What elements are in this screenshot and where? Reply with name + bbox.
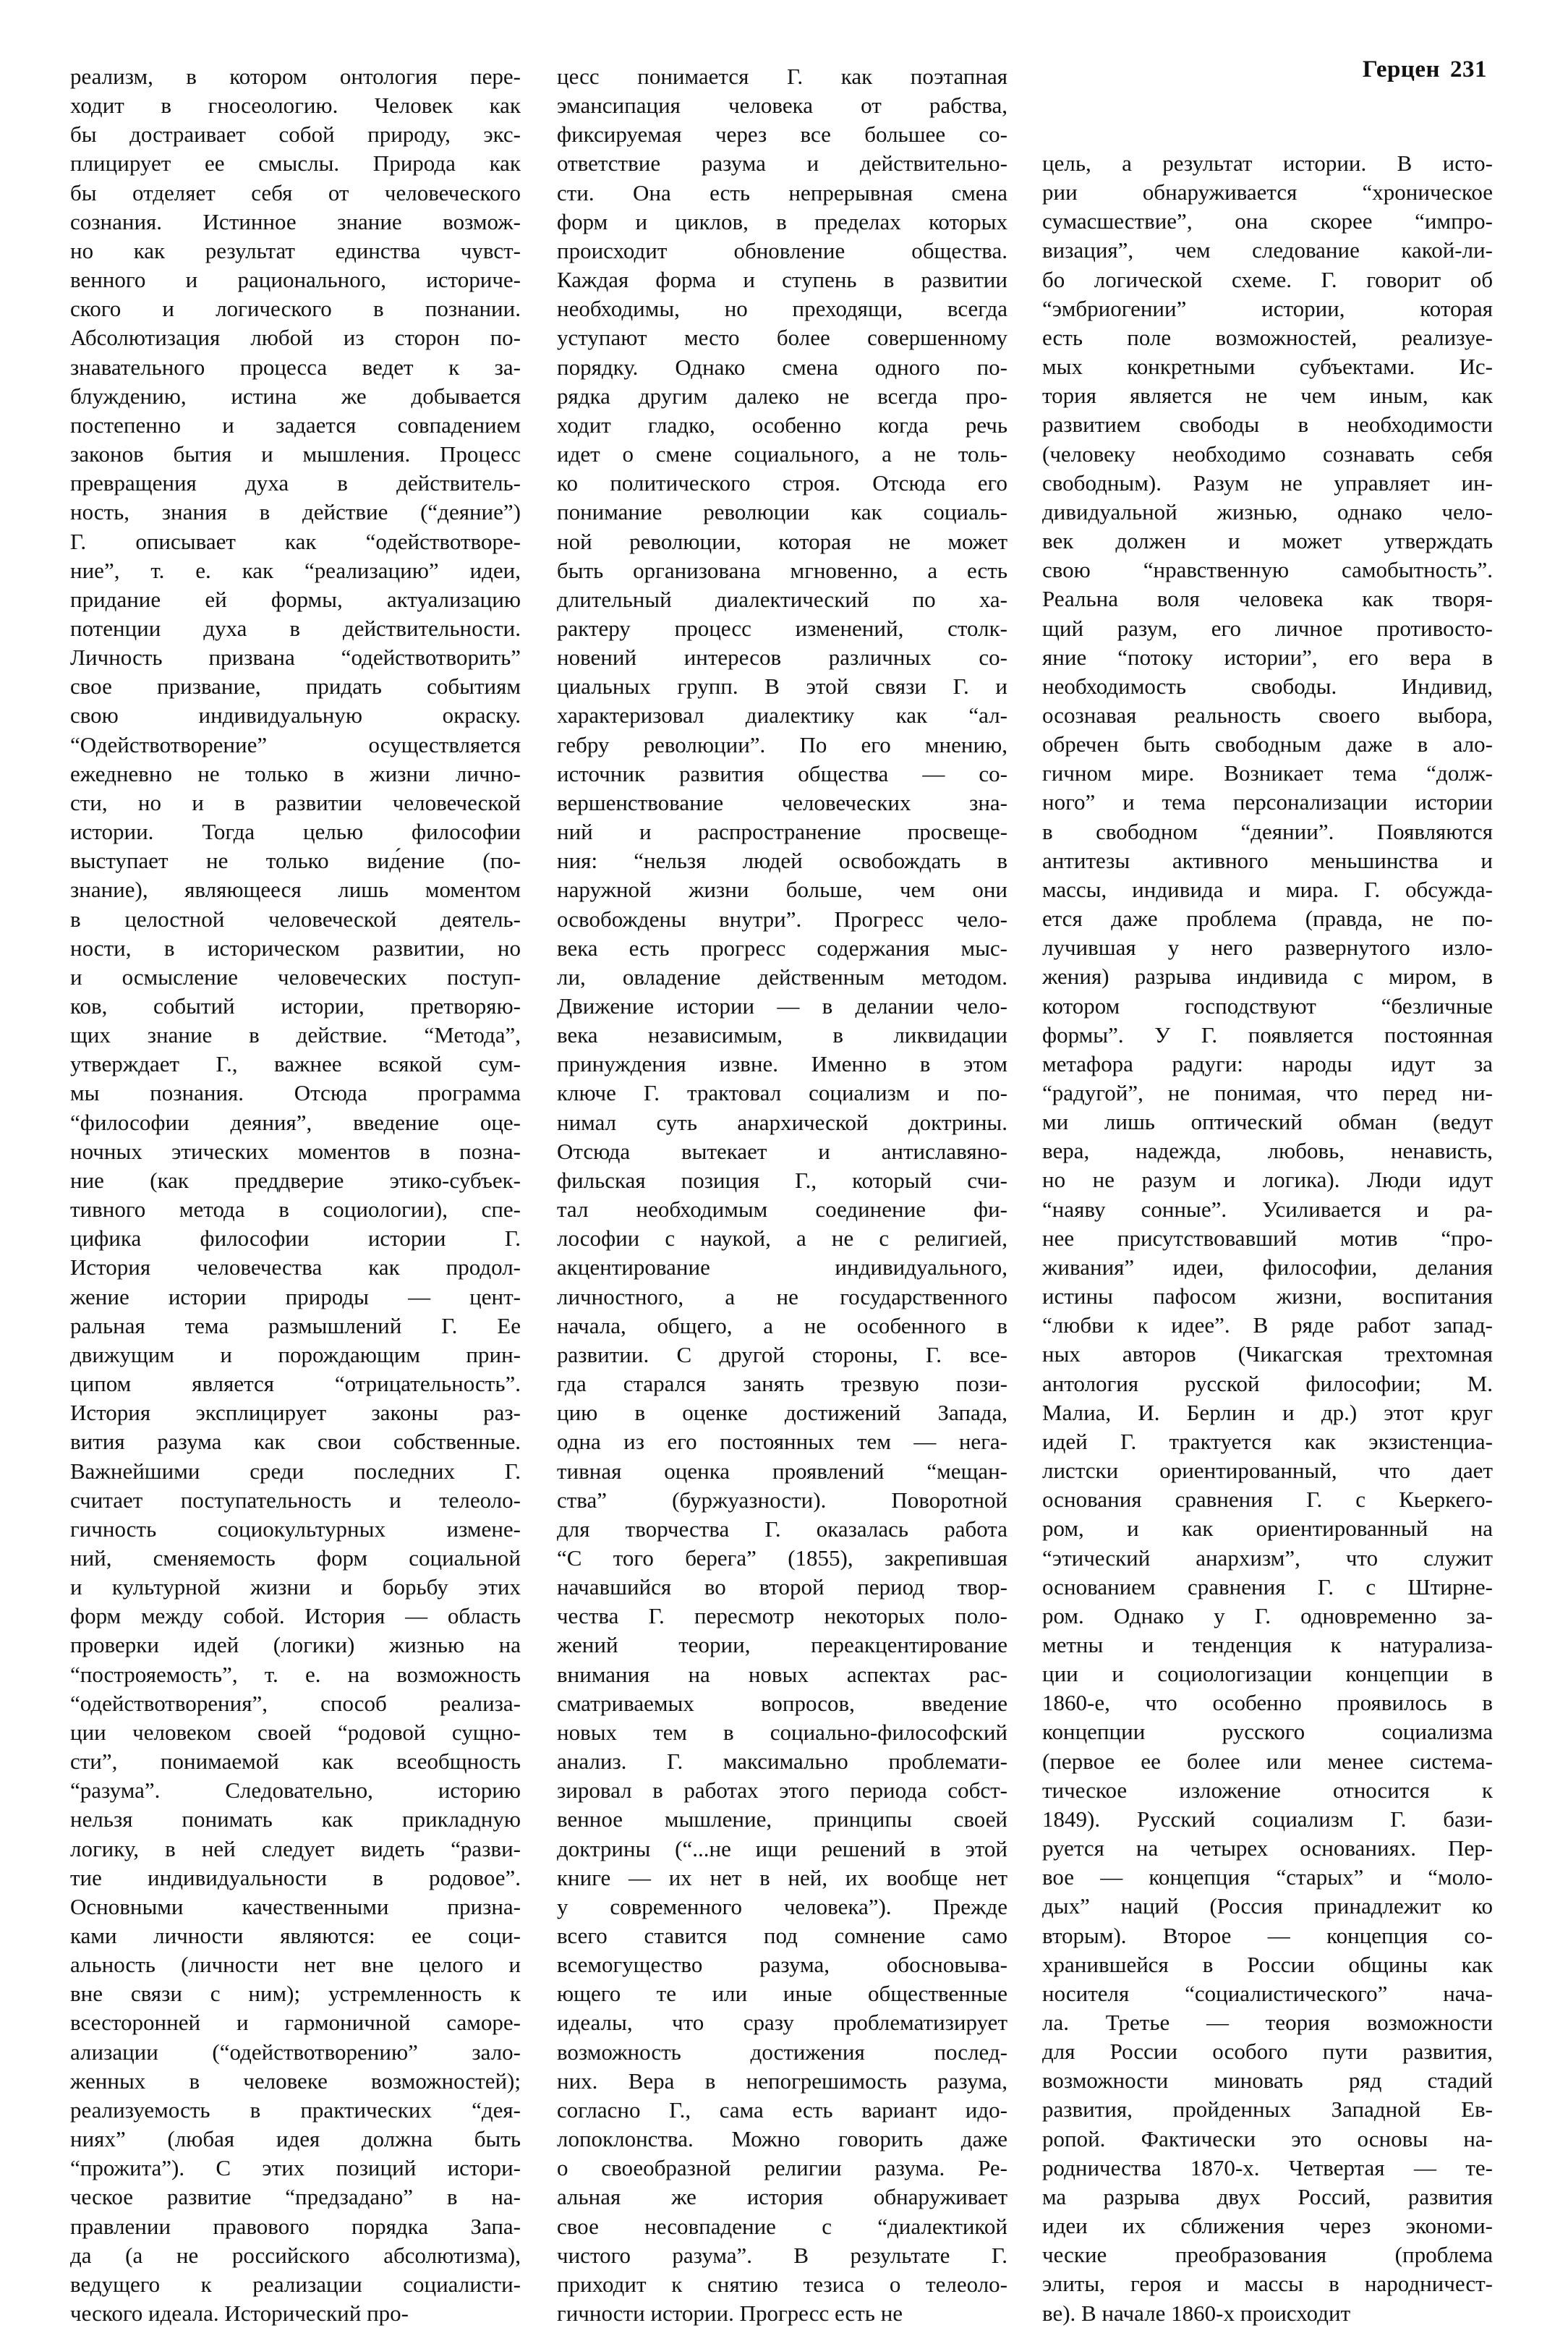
text-line: бы отделяет себя от человеческого: [70, 179, 521, 205]
text-line: акцентирование индивидуального,: [557, 1254, 1007, 1280]
text-line: понимание революции как социаль-: [557, 499, 1007, 525]
text-line: Абсолютизация любой из сторон по-: [70, 325, 521, 351]
text-line: формы”. У Г. появляется постоянная: [1042, 1021, 1493, 1048]
text-line: История эксплицирует законы раз-: [70, 1400, 521, 1426]
text-line: них. Вера в непогрешимость разума,: [557, 2068, 1007, 2094]
text-line: ключе Г. трактовал социализм и по-: [557, 1080, 1007, 1106]
text-line: свободным). Разум не управляет ин-: [1042, 470, 1493, 496]
text-line: проверки идей (логики) жизнью на: [70, 1632, 521, 1658]
text-line: носителя “социалистического” нача-: [1042, 1980, 1493, 2006]
text-line: ежедневно не только в жизни лично-: [70, 760, 521, 786]
text-line: принуждения извне. Именно в этом: [557, 1051, 1007, 1077]
text-line: ве). В начале 1860-х происходит: [1042, 2300, 1351, 2326]
text-line: века есть прогресс содержания мыс-: [557, 935, 1007, 961]
text-column-2: [557, 62, 1007, 2328]
text-line: ного” и тема персонализации истории: [1042, 789, 1493, 815]
text-line: “прожита”). С этих позиций истори-: [70, 2155, 521, 2181]
text-line: возможность достижения послед-: [557, 2039, 1007, 2065]
text-line: чества Г. пересмотр некоторых поло-: [557, 1603, 1007, 1629]
text-line: ческое развитие “предзадано” в на-: [70, 2184, 521, 2210]
text-line: эмансипация человека от рабства,: [557, 93, 1007, 119]
text-line: новых тем в социально-философский: [557, 1719, 1007, 1745]
text-line: наружной жизни больше, чем они: [557, 877, 1007, 903]
text-line: гебру революции”. По его мнению,: [557, 731, 1007, 757]
text-line: ных авторов (Чикагская трехтомная: [1042, 1341, 1493, 1367]
text-line: “построяемость”, т. е. на возможность: [70, 1661, 521, 1687]
text-line: живания” идеи, философии, делания: [1042, 1254, 1493, 1280]
text-line: правлении правового порядка Запа-: [70, 2213, 521, 2239]
text-line: начавшийся во второй период твор-: [557, 1574, 1007, 1600]
text-line: ми лишь оптический обман (ведут: [1042, 1109, 1493, 1135]
text-line: ний и распространение просвеще-: [557, 819, 1007, 845]
text-line: котором господствуют “безличные: [1042, 993, 1493, 1019]
text-line: всемогущество разума, обосновыва-: [557, 1952, 1007, 1978]
text-line: обречен быть свободным даже в ало-: [1042, 731, 1493, 757]
text-line: (человеку необходимо сознавать себя: [1042, 441, 1493, 467]
text-line: ции человеком своей “родовой сущно-: [70, 1719, 521, 1745]
text-line: ходит гладко, особенно когда речь: [557, 412, 1007, 438]
text-line: Каждая форма и ступень в развитии: [557, 267, 1007, 293]
text-line: сознания. Истинное знание возмож-: [70, 208, 521, 234]
text-line: альная же история обнаруживает: [557, 2184, 1007, 2210]
text-line: и культурной жизни и борьбу этих: [70, 1574, 521, 1600]
text-line: нее присутствовавший мотив “про-: [1042, 1225, 1493, 1251]
text-line: новений интересов различных со-: [557, 645, 1007, 671]
text-line: блуждению, истина же добывается: [70, 383, 521, 409]
text-line: да (а не российского абсолютизма),: [70, 2242, 521, 2268]
text-line: основания сравнения Г. с Кьеркего-: [1042, 1487, 1493, 1513]
text-line: одна из его постоянных тем — нега-: [557, 1429, 1007, 1455]
text-line: ние”, т. е. как “реализацию” идеи,: [70, 557, 521, 583]
text-line: лософии с наукой, а не с религией,: [557, 1225, 1007, 1252]
text-line: метафора радуги: народы идут за: [1042, 1050, 1493, 1076]
text-line: осознавая реальность своего выбора,: [1042, 702, 1493, 728]
text-line: лучившая у него развернутого изло-: [1042, 935, 1493, 961]
text-line: женных в человеке возможностей);: [70, 2068, 521, 2094]
text-line: рии обнаруживается “хроническое: [1042, 179, 1493, 205]
text-column-1: [70, 62, 521, 2328]
text-line: фильская позиция Г., который счи-: [557, 1167, 1007, 1193]
text-line: превращения духа в действитель-: [70, 470, 521, 496]
text-line: листски ориентированный, что дает: [1042, 1458, 1493, 1484]
text-line: Основными качественными призна-: [70, 1893, 521, 1919]
text-line: лопоклонства. Можно говорить даже: [557, 2126, 1007, 2152]
text-line: считает поступательность и телеоло-: [70, 1487, 521, 1513]
text-line: “одействотворения”, способ реализа-: [70, 1690, 521, 1716]
text-line: чистого разума”. В результате Г.: [557, 2242, 1007, 2268]
text-line: элиты, героя и массы в народничест-: [1042, 2271, 1493, 2297]
text-line: концепции русского социализма: [1042, 1719, 1493, 1745]
text-line: ниях” (любая идея должна быть: [70, 2126, 521, 2152]
text-line: гичности истории. Прогресс есть не: [557, 2301, 903, 2327]
text-line: ной революции, которая не может: [557, 528, 1007, 554]
text-line: мых конкретными субъектами. Ис-: [1042, 354, 1493, 380]
text-line: венного и рационального, историче-: [70, 267, 521, 293]
text-line: 1849). Русский социализм Г. бази-: [1042, 1806, 1493, 1832]
text-line: истории. Тогда целью философии: [70, 819, 521, 845]
text-line: длительный диалектический по ха-: [557, 586, 1007, 612]
text-line: в целостной человеческой деятель-: [70, 906, 521, 932]
text-line: ческого идеала. Исторический про-: [70, 2301, 409, 2327]
text-line: форм между собой. История — область: [70, 1603, 521, 1629]
text-line: Важнейшими среди последних Г.: [70, 1458, 521, 1484]
text-line: утверждает Г., важнее всякой сум-: [70, 1051, 521, 1077]
text-line: ральная тема размышлений Г. Ее: [70, 1312, 521, 1338]
text-line: вершенствование человеческих зна-: [557, 789, 1007, 815]
text-line: метны и тенденция к натурализа-: [1042, 1631, 1493, 1657]
text-line: всего ставится под сомнение само: [557, 1923, 1007, 1948]
text-line: “любви к идее”. В ряде работ запад-: [1042, 1312, 1493, 1338]
text-line: тие индивидуальности в родовое”.: [70, 1864, 521, 1890]
text-line: гда старался занять трезвую пози-: [557, 1371, 1007, 1397]
running-head: [1363, 56, 1487, 83]
text-line: ципом является “отрицательность”.: [70, 1371, 521, 1397]
text-line: движущим и порождающим прин-: [70, 1341, 521, 1367]
text-line: вторым). Второе — концепция со-: [1042, 1922, 1493, 1948]
text-line: жение истории природы — цент-: [70, 1283, 521, 1309]
text-line: “эмбриогении” истории, которая: [1042, 295, 1493, 321]
text-line: плицирует ее смыслы. Природа как: [70, 150, 521, 177]
text-line: ции и социологизации концепции в: [1042, 1661, 1493, 1687]
text-line: цифика философии истории Г.: [70, 1225, 521, 1252]
text-line: вера, надежда, любовь, ненависть,: [1042, 1138, 1493, 1164]
text-line: Реальна воля человека как творя-: [1042, 586, 1493, 612]
text-line: форм и циклов, в пределах которых: [557, 208, 1007, 234]
text-line: ром. Однако у Г. одновременно за-: [1042, 1602, 1493, 1628]
text-line: венное мышление, принципы своей: [557, 1806, 1007, 1832]
text-line: ния: “нельзя людей освобождать в: [557, 848, 1007, 874]
text-line: руется на четырех основаниях. Пер-: [1042, 1835, 1493, 1861]
text-line: характеризовал диалектику как “ал-: [557, 702, 1007, 728]
text-line: развитием свободы в необходимости: [1042, 412, 1493, 438]
text-line: яние “потоку истории”, его вера в: [1042, 644, 1493, 670]
text-line: Личность призвана “одействотворить”: [70, 645, 521, 671]
text-line: доктрины (“...не ищи решений в этой: [557, 1835, 1007, 1861]
text-line: Г. описывает как “одействотворе-: [70, 528, 521, 554]
text-line: цель, а результат истории. В исто-: [1042, 150, 1493, 176]
text-line: жений теории, переакцентирование: [557, 1632, 1007, 1658]
text-line: у современного человека”). Прежде: [557, 1893, 1007, 1919]
text-line: гичном мире. Возникает тема “долж-: [1042, 760, 1493, 786]
text-line: мы познания. Отсюда программа: [70, 1080, 521, 1106]
text-line: ведущего к реализации социалисти-: [70, 2271, 521, 2297]
text-line: личностного, а не государственного: [557, 1283, 1007, 1309]
text-line: ний, сменяемость форм социальной: [70, 1545, 521, 1571]
text-line: “философии деяния”, введение оце-: [70, 1109, 521, 1135]
text-line: ского и логического в познании.: [70, 296, 521, 322]
text-line: о своеобразной религии разума. Ре-: [557, 2155, 1007, 2181]
text-line: цесс понимается Г. как поэтапная: [557, 64, 1007, 89]
text-line: вое — концепция “старых” и “моло-: [1042, 1864, 1493, 1890]
text-line: сти. Она есть непрерывная смена: [557, 179, 1007, 205]
text-line: бы достраивает собой природу, экс-: [70, 122, 521, 148]
text-line: свою “нравственную самобытность”.: [1042, 557, 1493, 583]
text-line: и осмысление человеческих поступ-: [70, 964, 521, 990]
text-line: 1860-е, что особенно проявилось в: [1042, 1690, 1493, 1716]
text-line: необходимы, но преходящи, всегда: [557, 296, 1007, 322]
text-line: циальных групп. В этой связи Г. и: [557, 674, 1007, 700]
text-line: развитии. С другой стороны, Г. все-: [557, 1341, 1007, 1367]
text-line: всесторонней и гармоничной саморе-: [70, 2010, 521, 2036]
text-line: источник развития общества — со-: [557, 760, 1007, 786]
text-line: потенции духа в действительности.: [70, 615, 521, 641]
text-line: Отсюда вытекает и антиславяно-: [557, 1138, 1007, 1164]
text-line: ками личности являются: ее соци-: [70, 1923, 521, 1948]
text-line: гичность социокультурных измене-: [70, 1516, 521, 1542]
text-line: ющего те или иные общественные: [557, 1981, 1007, 2007]
text-line: но не разум и логика). Люди идут: [1042, 1167, 1493, 1193]
text-line: ходит в гносеологию. Человек как: [70, 93, 521, 119]
text-line: История человечества как продол-: [70, 1254, 521, 1280]
text-line: (первое ее более или менее система-: [1042, 1748, 1493, 1774]
text-line: зировал в работах этого периода собст-: [557, 1777, 1007, 1804]
text-line: сти, но и в развитии человеческой: [70, 789, 521, 815]
text-line: “радугой”, не понимая, что перед ни-: [1042, 1080, 1493, 1105]
text-line: хранившейся в России общины как: [1042, 1951, 1493, 1977]
text-line: ализации (“одействотворению” зало-: [70, 2039, 521, 2065]
text-line: уступают место более совершенному: [557, 325, 1007, 351]
text-line: дивидуальной жизнью, однако чело-: [1042, 498, 1493, 524]
text-line: ность, знания в действие (“деяние”): [70, 499, 521, 525]
text-line: для России особого пути развития,: [1042, 2039, 1493, 2065]
text-line: идеалы, что сразу проблематизирует: [557, 2010, 1007, 2036]
text-line: анализ. Г. максимально проблемати-: [557, 1749, 1007, 1775]
text-line: освобождены внутри”. Прогресс чело-: [557, 906, 1007, 932]
text-line: ром, и как ориентированный на: [1042, 1516, 1493, 1542]
text-line: свою индивидуальную окраску.: [70, 702, 521, 728]
text-line: “этический анархизм”, что служит: [1042, 1545, 1493, 1571]
text-line: щий разум, его личное противосто-: [1042, 615, 1493, 641]
text-line: рактеру процесс изменений, столк-: [557, 615, 1007, 641]
text-line: бо логической схеме. Г. говорит об: [1042, 266, 1493, 292]
text-line: тал необходимым соединение фи-: [557, 1197, 1007, 1223]
text-line: знание), являющееся лишь моментом: [70, 877, 521, 903]
text-line: для творчества Г. оказалась работа: [557, 1516, 1007, 1542]
text-line: тивного метода в социологии), спе-: [70, 1197, 521, 1223]
text-line: ли, овладение действенным методом.: [557, 964, 1007, 990]
text-line: ко политического строя. Отсюда его: [557, 470, 1007, 496]
text-line: фиксируемая через все большее со-: [557, 122, 1007, 148]
text-line: согласно Г., сама есть вариант идо-: [557, 2097, 1007, 2123]
text-line: антитезы активного меньшинства и: [1042, 847, 1493, 873]
text-line: жения) разрыва индивида с миром, в: [1042, 964, 1493, 990]
text-line: ков, событий истории, претворяю-: [70, 993, 521, 1019]
text-line: постепенно и задается совпадением: [70, 412, 521, 438]
text-line: ночных этических моментов в позна-: [70, 1138, 521, 1164]
text-line: свое несовпадение с “диалектикой: [557, 2213, 1007, 2239]
text-line: “Одействотворение” осуществляется: [70, 731, 521, 757]
text-line: законов бытия и мышления. Процесс: [70, 441, 521, 467]
text-line: “С того берега” (1855), закрепившая: [557, 1545, 1007, 1571]
text-line: свое призвание, придать событиям: [70, 674, 521, 700]
text-line: истины пафосом жизни, воспитания: [1042, 1283, 1493, 1309]
text-line: вне связи с ним); устремленность к: [70, 1981, 521, 2007]
text-line: в свободном “деянии”. Появляются: [1042, 818, 1493, 844]
text-line: происходит обновление общества.: [557, 237, 1007, 263]
text-line: основанием сравнения Г. с Штирне-: [1042, 1573, 1493, 1600]
text-line: “наяву сонные”. Усиливается и ра-: [1042, 1196, 1493, 1222]
text-line: ется даже проблема (правда, не по-: [1042, 906, 1493, 932]
text-line: ответствие разума и действительно-: [557, 150, 1007, 177]
text-line: быть организована мгновенно, а есть: [557, 557, 1007, 583]
text-line: приходит к снятию тезиса о телеоло-: [557, 2271, 1007, 2297]
text-line: массы, индивида и мира. Г. обсужда-: [1042, 876, 1493, 902]
text-line: сматриваемых вопросов, введение: [557, 1690, 1007, 1716]
text-line: визация”, чем следование какой-ли-: [1042, 237, 1493, 263]
text-line: сумасшествие”, она скорее “импро-: [1042, 208, 1493, 234]
text-line: “разума”. Следовательно, историю: [70, 1777, 521, 1804]
text-line: возможности миновать ряд стадий: [1042, 2068, 1493, 2094]
text-line: но как результат единства чувст-: [70, 237, 521, 263]
running-head-title: Герцен: [1362, 56, 1440, 82]
text-line: знавательного процесса ведет к за-: [70, 354, 521, 380]
text-line: ние (как преддверие этико-субъек-: [70, 1167, 521, 1193]
text-line: книге — их нет в ней, их вообще нет: [557, 1864, 1007, 1890]
text-line: тическое изложение относится к: [1042, 1777, 1493, 1803]
text-line: альность (личности нет вне целого и: [70, 1952, 521, 1978]
text-line: ла. Третье — теория возможности: [1042, 2010, 1493, 2035]
text-line: порядку. Однако смена одного по-: [557, 354, 1007, 380]
text-line: реализм, в котором онтология пере-: [70, 64, 521, 89]
text-line: логику, в ней следует видеть “разви-: [70, 1835, 521, 1861]
text-line: век должен и может утверждать: [1042, 528, 1493, 554]
text-line: ропой. Фактически это основы на-: [1042, 2125, 1493, 2151]
page-number: 231: [1450, 56, 1487, 82]
text-line: цию в оценке достижений Запада,: [557, 1400, 1007, 1426]
text-line: идей Г. трактуется как экзистенциа-: [1042, 1428, 1493, 1454]
text-line: идеи их сближения через экономи-: [1042, 2213, 1493, 2239]
text-line: тивная оценка проявлений “мещан-: [557, 1458, 1007, 1484]
text-line: реализуемость в практических “дея-: [70, 2097, 521, 2123]
text-line: дых” наций (Россия принадлежит ко: [1042, 1893, 1493, 1919]
text-line: начала, общего, а не особенного в: [557, 1312, 1007, 1338]
text-line: внимания на новых аспектах рас-: [557, 1661, 1007, 1687]
text-line: века независимым, в ликвидации: [557, 1022, 1007, 1048]
text-line: щих знание в действие. “Метода”,: [70, 1022, 521, 1048]
text-line: Малиа, И. Берлин и др.) этот круг: [1042, 1399, 1493, 1425]
text-line: ческие преобразования (проблема: [1042, 2242, 1493, 2268]
text-line: выступает не только вид́ение (по-: [70, 848, 521, 874]
text-line: нельзя понимать как прикладную: [70, 1806, 521, 1832]
text-line: вития разума как свои собственные.: [70, 1429, 521, 1455]
text-line: есть поле возможностей, реализуе-: [1042, 324, 1493, 350]
text-line: сти”, понимаемой как всеобщность: [70, 1749, 521, 1775]
text-line: ма разрыва двух Россий, развития: [1042, 2183, 1493, 2209]
text-line: родничества 1870-х. Четвертая — те-: [1042, 2154, 1493, 2180]
text-line: тория является не чем иным, как: [1042, 383, 1493, 409]
text-line: рядка другим далеко не всегда про-: [557, 383, 1007, 409]
text-line: идет о смене социального, а не толь-: [557, 441, 1007, 467]
text-line: ства” (буржуазности). Поворотной: [557, 1487, 1007, 1513]
text-line: ности, в историческом развитии, но: [70, 935, 521, 961]
text-line: развития, пройденных Западной Ев-: [1042, 2097, 1493, 2123]
text-column-3: [1042, 149, 1493, 2328]
text-line: необходимость свободы. Индивид,: [1042, 673, 1493, 699]
text-line: придание ей формы, актуализацию: [70, 586, 521, 612]
text-line: Движение истории — в делании чело-: [557, 993, 1007, 1019]
text-line: нимал суть анархической доктрины.: [557, 1109, 1007, 1135]
text-line: антология русской философии; М.: [1042, 1370, 1493, 1396]
